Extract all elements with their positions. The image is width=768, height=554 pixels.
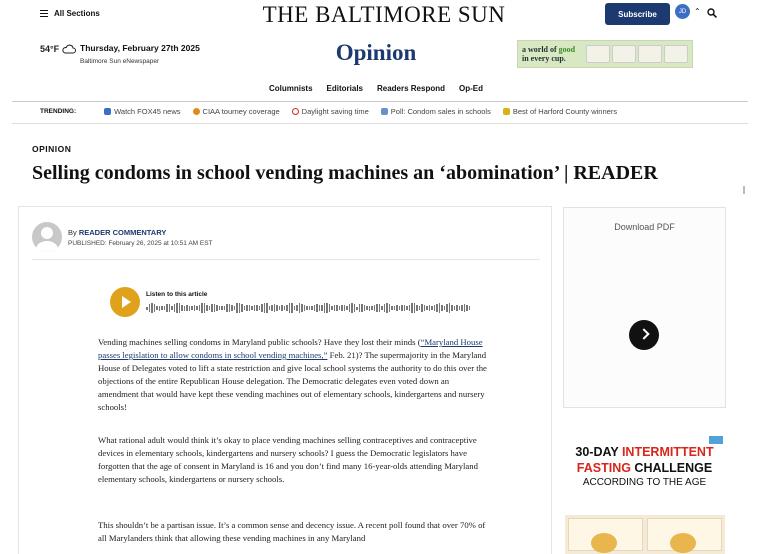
temperature: 54°F [40, 44, 60, 54]
byline [68, 228, 166, 237]
divider [743, 186, 745, 194]
nav-item-readers-respond[interactable]: Readers Respond [376, 84, 446, 93]
enewspaper-link[interactable]: Baltimore Sun eNewspaper [80, 58, 160, 65]
adchoices-icon[interactable] [709, 436, 723, 444]
divider [32, 259, 540, 260]
trending-item[interactable]: CIAA tourney coverage [193, 107, 280, 116]
subscribe-button[interactable]: Subscribe [605, 3, 670, 25]
chevron-right-icon[interactable] [629, 320, 659, 350]
listen-label: Listen to this article [146, 291, 208, 298]
ad-product-image [612, 45, 636, 63]
clock-icon [292, 108, 299, 115]
ad-products [586, 45, 688, 63]
ad-product-image [664, 45, 688, 63]
pdf-viewer [563, 207, 726, 408]
play-icon[interactable] [110, 287, 140, 317]
article-kicker[interactable]: OPINION [32, 144, 72, 154]
article-paragraph: Vending machines selling condoms in Maryland public schools? Have they lost their minds (“Maryland House passes legislation to allow condoms in school vending machines,” Feb. 21)? The supermajority in the Maryland House of Delegates voted to lift a state restriction and give local school systems the authority to do this over the objections of the entire Republican House delegation. The Democratic delegates even voted down an amendment that would have kept these vending machines out of elementary schools, kindergartens and nursery schools! [98, 337, 487, 412]
trending-item[interactable]: Poll: Condom sales in schools [381, 107, 491, 116]
ad-product-image [638, 45, 662, 63]
trending-item[interactable]: Daylight saving time [292, 107, 369, 116]
chevron-up-icon[interactable]: ⌃ [694, 7, 701, 16]
section-title[interactable]: Opinion [335, 40, 417, 65]
promo-ad[interactable]: 30-DAY INTERMITTENT FASTING CHALLENGE ACCORDING TO THE AGE [575, 445, 714, 488]
top-bar [0, 0, 768, 30]
nav-item-editorials[interactable]: Editorials [326, 84, 363, 93]
ad-banner[interactable] [517, 40, 693, 68]
promo-image[interactable] [565, 515, 725, 554]
masthead-logo[interactable]: THE BALTIMORE SUN [262, 2, 506, 27]
author-avatar [32, 222, 62, 252]
article-paragraph: This shouldn’t be a partisan issue. It’s a common sense and decency issue. A recent poll found that over 70% of all Marylanders think that allowing these vending machines in any Maryland [98, 520, 486, 543]
nav-item-op-ed[interactable]: Op-Ed [459, 84, 484, 93]
author-link[interactable]: READER COMMENTARY [78, 228, 167, 237]
related-article-link[interactable]: “Maryland House passes legislation to allow condoms in school vending machines,” [98, 337, 483, 360]
download-pdf-link[interactable]: Download PDF [614, 222, 675, 232]
basketball-icon [193, 108, 200, 115]
promo-card [568, 518, 643, 551]
byline-prefix: By [68, 228, 79, 237]
nav-item-columnists[interactable]: Columnists [268, 84, 313, 93]
ad-text: a world of good in every cup. [522, 45, 576, 63]
ad-product-image [586, 45, 610, 63]
trending-item[interactable]: Watch FOX45 news [104, 107, 180, 116]
audio-waveform[interactable] [146, 302, 472, 314]
trophy-icon [503, 108, 510, 115]
tv-icon [104, 108, 111, 115]
divider [12, 123, 748, 124]
current-date: Thursday, February 27th 2025 [80, 43, 200, 53]
section-nav [0, 84, 752, 93]
chart-icon [381, 108, 388, 115]
trending-item[interactable]: Best of Harford County winners [503, 107, 617, 116]
search-icon[interactable] [707, 8, 717, 18]
divider [12, 101, 748, 102]
all-sections-label: All Sections [54, 9, 100, 18]
article-paragraph: What rational adult would think it’s okay to place vending machines selling contraceptives and contraceptive devices in elementary schools, kindergartens and nursery schools? I guess the Democratic legislators have forgotten that the age of consent in Maryland is 16 and you don’t find many 16-year-olds attending Maryland elementary schools, kindergartens or nursery schools. [98, 435, 478, 484]
promo-card [647, 518, 722, 551]
trending-label: TRENDING: [40, 108, 77, 115]
published-date: PUBLISHED: February 26, 2025 at 10:51 AM EST [68, 240, 213, 247]
trending-bar [40, 107, 629, 116]
user-avatar[interactable]: JD [675, 4, 690, 19]
article-headline: Selling condoms in school vending machines an ‘abomination’ | READER [32, 162, 658, 184]
